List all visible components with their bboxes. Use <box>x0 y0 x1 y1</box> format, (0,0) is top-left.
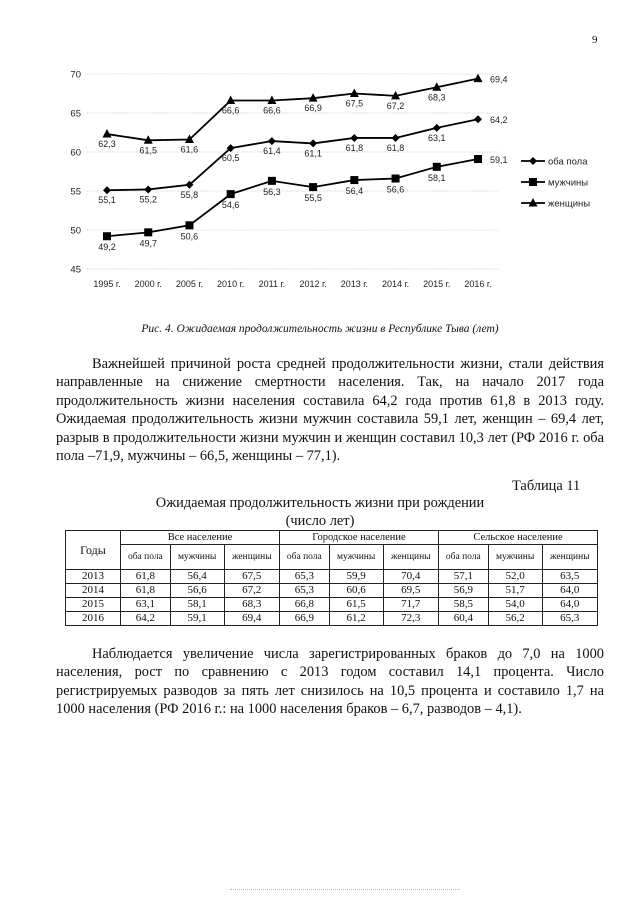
data-label: 68,3 <box>428 92 446 103</box>
data-label: 55,5 <box>304 193 322 204</box>
table-cell-year: 2013 <box>66 570 121 584</box>
data-point-square <box>268 177 276 185</box>
table-subheader: мужчины <box>170 545 224 570</box>
data-label: 66,9 <box>304 103 322 114</box>
data-label: 56,4 <box>345 186 364 197</box>
data-point-square <box>392 175 400 183</box>
data-label: 56,3 <box>263 186 281 197</box>
x-tick-label: 2000 г. <box>134 279 162 289</box>
table-row <box>66 570 598 584</box>
data-point-square <box>350 176 358 184</box>
data-label: 67,2 <box>386 100 405 111</box>
life-expectancy-table <box>65 530 598 626</box>
data-point-square <box>227 190 235 198</box>
table-subheader: мужчины <box>329 545 383 570</box>
table-cell: 58,5 <box>438 598 488 612</box>
table-cell: 72,3 <box>383 612 438 626</box>
table-cell: 56,9 <box>438 584 488 598</box>
data-point-square <box>103 232 111 240</box>
table-cell: 51,7 <box>488 584 542 598</box>
series-line-square <box>107 159 478 236</box>
table-row <box>66 598 598 612</box>
data-label: 69,4 <box>490 74 508 85</box>
table-cell-year: 2014 <box>66 584 121 598</box>
table-cell: 57,1 <box>438 570 488 584</box>
table-subheader: мужчины <box>488 545 542 570</box>
paragraph-life-expectancy: Важнейшей причиной роста средней продолжительности жизни, стали действия направленные на снижение смертности населения. Так, на начало 2017 года продолжительность жизни населения составила 64,2 года против 61,8 в 2013 году. Ожидаемая продолжительность жизни мужчин составила 59,1 лет, женщин – 69,4 лет, разрыв в продолжительности жизни мужчин и женщин составил 10,3 лет (РФ 2016 г. оба пола –71,9, мужчины – 66,5, женщины – 77,1). <box>56 356 604 465</box>
table-cell: 58,1 <box>170 598 224 612</box>
data-point-diamond <box>144 185 152 193</box>
data-label: 61,8 <box>345 142 364 153</box>
table-cell: 56,2 <box>488 612 542 626</box>
data-label: 54,6 <box>221 200 240 211</box>
data-point-diamond <box>268 137 276 145</box>
data-label: 67,5 <box>345 98 364 109</box>
y-tick-label: 60 <box>70 147 81 159</box>
data-label: 61,5 <box>139 145 157 156</box>
table-title-main: Ожидаемая продолжительность жизни при рождении <box>155 495 485 511</box>
data-label: 49,2 <box>98 242 116 253</box>
table-row <box>66 584 598 598</box>
table-title <box>0 494 640 530</box>
data-point-diamond <box>350 134 358 142</box>
data-label: 62,3 <box>98 139 116 150</box>
table-cell: 54,0 <box>488 598 542 612</box>
x-tick-label: 2014 г. <box>381 279 410 289</box>
data-point-triangle <box>350 89 359 98</box>
table-subheader: оба пола <box>438 545 488 570</box>
table-cell: 65,3 <box>279 584 329 598</box>
data-label: 61,8 <box>386 142 405 153</box>
table-subheader: оба пола <box>121 545 171 570</box>
table-cell: 64,0 <box>542 598 597 612</box>
table-cell: 69,5 <box>383 584 438 598</box>
y-tick-label: 45 <box>70 264 81 276</box>
legend-label: мужчины <box>548 177 589 189</box>
data-label: 61,6 <box>180 144 199 155</box>
data-label: 50,6 <box>180 231 199 242</box>
table-cell: 64,2 <box>121 612 171 626</box>
table-header-group: Сельское население <box>438 531 597 545</box>
data-label: 66,6 <box>221 105 240 116</box>
table-cell: 69,4 <box>224 612 279 626</box>
data-point-triangle <box>474 74 483 83</box>
series-line-diamond <box>107 119 478 190</box>
y-tick-label: 70 <box>70 69 81 81</box>
table-cell: 63,5 <box>542 570 597 584</box>
data-label: 55,2 <box>139 194 157 205</box>
table-cell: 70,4 <box>383 570 438 584</box>
table-cell: 56,4 <box>170 570 224 584</box>
table-cell: 65,3 <box>542 612 597 626</box>
data-point-diamond <box>309 139 317 147</box>
table-cell: 66,9 <box>279 612 329 626</box>
table-header-group: Городское население <box>279 531 438 545</box>
data-point-diamond <box>433 124 441 132</box>
table-cell: 65,3 <box>279 570 329 584</box>
paragraph-marriages: Наблюдается увеличение числа зарегистрированных браков до 7,0 на 1000 населения, рост по сравнению с 2013 годом составил 14,1 процента. Число регистрируемых разводов за пять лет снизилось на 10,5 процента и составило 1,7 на 1000 населения (РФ 2016 г.: на 1000 населения браков – 6,7, разводов – 4,1). <box>56 646 604 718</box>
table-cell: 52,0 <box>488 570 542 584</box>
table-cell: 61,8 <box>121 584 171 598</box>
data-point-square <box>433 163 441 171</box>
data-point-diamond <box>474 115 482 123</box>
x-tick-label: 2005 г. <box>175 279 204 289</box>
data-point-square <box>474 155 482 163</box>
footer-rule <box>230 889 460 894</box>
data-point-diamond <box>103 186 111 194</box>
table-header-group: Все население <box>121 531 280 545</box>
page-number: 9 <box>592 34 598 46</box>
table-cell: 61,8 <box>121 570 171 584</box>
table-header-years: Годы <box>66 531 121 570</box>
data-label: 61,4 <box>263 146 281 157</box>
table-cell: 64,0 <box>542 584 597 598</box>
data-label: 55,1 <box>98 195 116 206</box>
data-label: 49,7 <box>139 238 157 249</box>
table-cell: 61,2 <box>329 612 383 626</box>
table-cell: 63,1 <box>121 598 171 612</box>
x-tick-label: 1995 г. <box>93 279 121 289</box>
table-cell: 56,6 <box>170 584 224 598</box>
table-cell: 60,6 <box>329 584 383 598</box>
data-label: 66,6 <box>263 105 281 116</box>
legend-marker-diamond <box>529 157 537 165</box>
x-tick-label: 2013 г. <box>340 279 368 289</box>
table-cell-year: 2016 <box>66 612 121 626</box>
table-cell: 61,5 <box>329 598 383 612</box>
table-title-units: (число лет) <box>285 513 355 529</box>
table-cell: 66,8 <box>279 598 329 612</box>
table-cell: 59,9 <box>329 570 383 584</box>
table-subheader: оба пола <box>279 545 329 570</box>
table-subheader: женщины <box>383 545 438 570</box>
data-label: 61,1 <box>304 148 322 159</box>
data-label: 55,8 <box>180 189 199 200</box>
table-cell: 71,7 <box>383 598 438 612</box>
data-point-diamond <box>392 134 400 142</box>
table-subheader: женщины <box>542 545 597 570</box>
data-label: 64,2 <box>490 115 508 126</box>
table-cell-year: 2015 <box>66 598 121 612</box>
data-point-square <box>309 183 317 191</box>
data-label: 56,6 <box>386 184 405 195</box>
data-label: 58,1 <box>428 172 446 183</box>
legend-label: женщины <box>548 198 591 210</box>
table-cell: 67,5 <box>224 570 279 584</box>
data-point-triangle <box>103 129 112 138</box>
life-expectancy-chart <box>55 55 600 300</box>
x-tick-label: 2016 г. <box>464 279 492 289</box>
legend-label: оба пола <box>548 156 588 168</box>
y-tick-label: 65 <box>70 108 81 120</box>
data-point-square <box>144 228 152 236</box>
table-cell: 67,2 <box>224 584 279 598</box>
data-label: 59,1 <box>490 155 508 166</box>
x-tick-label: 2012 г. <box>299 279 327 289</box>
table-cell: 59,1 <box>170 612 224 626</box>
figure-caption: Рис. 4. Ожидаемая продолжительность жизни в Республике Тыва (лет) <box>141 323 499 335</box>
x-tick-label: 2010 г. <box>217 279 245 289</box>
x-tick-label: 2011 г. <box>258 279 286 289</box>
table-row <box>66 612 598 626</box>
data-label: 60,5 <box>221 153 240 164</box>
y-tick-label: 50 <box>70 225 81 237</box>
table-subheader: женщины <box>224 545 279 570</box>
table-cell: 60,4 <box>438 612 488 626</box>
data-point-square <box>185 221 193 229</box>
x-tick-label: 2015 г. <box>423 279 451 289</box>
table-cell: 68,3 <box>224 598 279 612</box>
legend-marker-square <box>529 178 537 186</box>
table-label: Таблица 11 <box>512 478 581 494</box>
y-tick-label: 55 <box>70 186 81 198</box>
data-label: 63,1 <box>428 132 446 143</box>
